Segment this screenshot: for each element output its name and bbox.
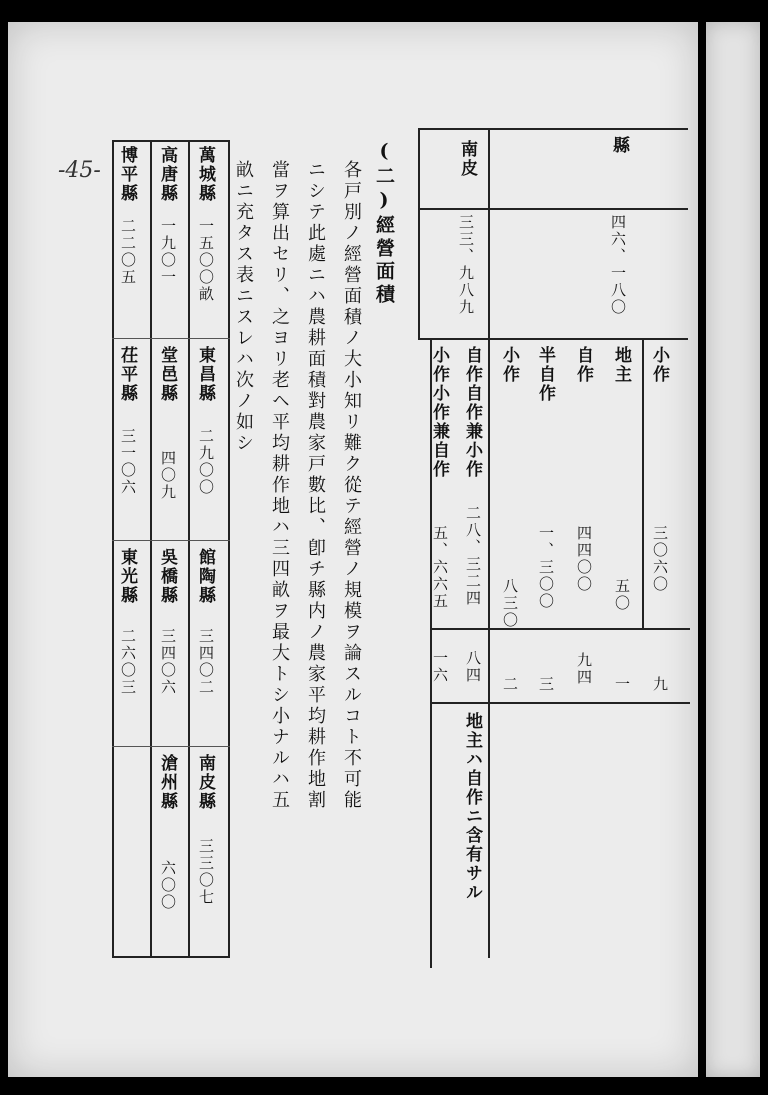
county-cell: 南皮縣: [195, 754, 215, 811]
category-pct: 一六: [431, 650, 449, 684]
category-label: 自作自作兼小作: [462, 346, 482, 479]
area-value: 二二〇五: [119, 218, 137, 286]
category-pct: 八四: [464, 650, 482, 684]
county-cell: 博平縣: [117, 146, 137, 203]
body-line: 畝ニ充タス表ニスレハ次ノ如シ: [233, 160, 254, 454]
category-pct: 九: [651, 676, 669, 693]
area-value: 二六〇三: [119, 628, 137, 696]
table-note: 地主ハ自作ニ含有サル: [462, 712, 482, 902]
county-cell: 堂邑縣: [157, 346, 177, 403]
total-households: 三三、九八九: [457, 214, 475, 316]
category-value: 一、三〇〇: [537, 525, 555, 610]
county-cell: 萬城縣: [195, 146, 215, 203]
category-value: 四四〇〇: [575, 525, 593, 593]
county-cell: 館陶縣: [195, 548, 215, 605]
page-number: -45-: [58, 158, 101, 183]
body-line: 各戸別ノ經營面積ノ大小知リ難ク從テ經營ノ規模ヲ論スルコト不可能: [341, 160, 362, 811]
section-heading: (二)經營面積: [373, 140, 395, 307]
category-pct: 二: [501, 676, 519, 693]
category-label: 地主: [611, 346, 631, 384]
category-pct: 一: [613, 676, 631, 693]
category-label: 小作: [649, 346, 669, 384]
category-label: 半自作: [535, 346, 555, 403]
county-cell: 東昌縣: [195, 346, 215, 403]
category-pct: 九四: [575, 652, 593, 686]
county-name: 南皮: [457, 140, 477, 178]
category-label: 自作: [573, 346, 593, 384]
area-value: 一九〇一: [159, 218, 177, 286]
adjacent-page-edge: [706, 22, 760, 1077]
category-value: 二八、三二四: [464, 505, 482, 607]
county-cell: 東光縣: [117, 548, 137, 605]
area-value: 三一〇六: [119, 428, 137, 496]
county-cell: 高唐縣: [157, 146, 177, 203]
area-value: 四〇九: [159, 450, 177, 501]
category-label: 小作: [499, 346, 519, 384]
area-value: 三三〇七: [197, 838, 215, 906]
category-label: 小作小作兼自作: [429, 346, 449, 479]
category-value: 三〇六〇: [651, 525, 669, 593]
category-value: 八三〇: [501, 578, 519, 629]
area-value: 六〇〇: [159, 860, 177, 911]
body-line: 當ヲ算出セリ、之ヨリ老ヘ平均耕作地ハ三四畝ヲ最大トシ小ナルハ五: [269, 160, 290, 811]
county-cell: 茌平縣: [117, 346, 137, 403]
area-value: 三四〇六: [159, 628, 177, 696]
area-value: 二九〇〇: [197, 428, 215, 496]
total-population: 四六、一八〇: [609, 214, 627, 316]
county-cell: 滄州縣: [157, 754, 177, 811]
body-line: ニシテ此處ニハ農耕面積對農家戸數比、卽チ縣内ノ農家平均耕作地割: [305, 160, 326, 811]
table-header: 縣: [609, 136, 629, 155]
area-value: 三四〇二: [197, 628, 215, 696]
category-value: 五〇: [613, 578, 631, 612]
area-value: 一五〇〇畝: [197, 218, 215, 303]
category-pct: 三: [537, 676, 555, 693]
county-cell: 吳橋縣: [157, 548, 177, 605]
category-value: 五、六六五: [431, 525, 449, 610]
